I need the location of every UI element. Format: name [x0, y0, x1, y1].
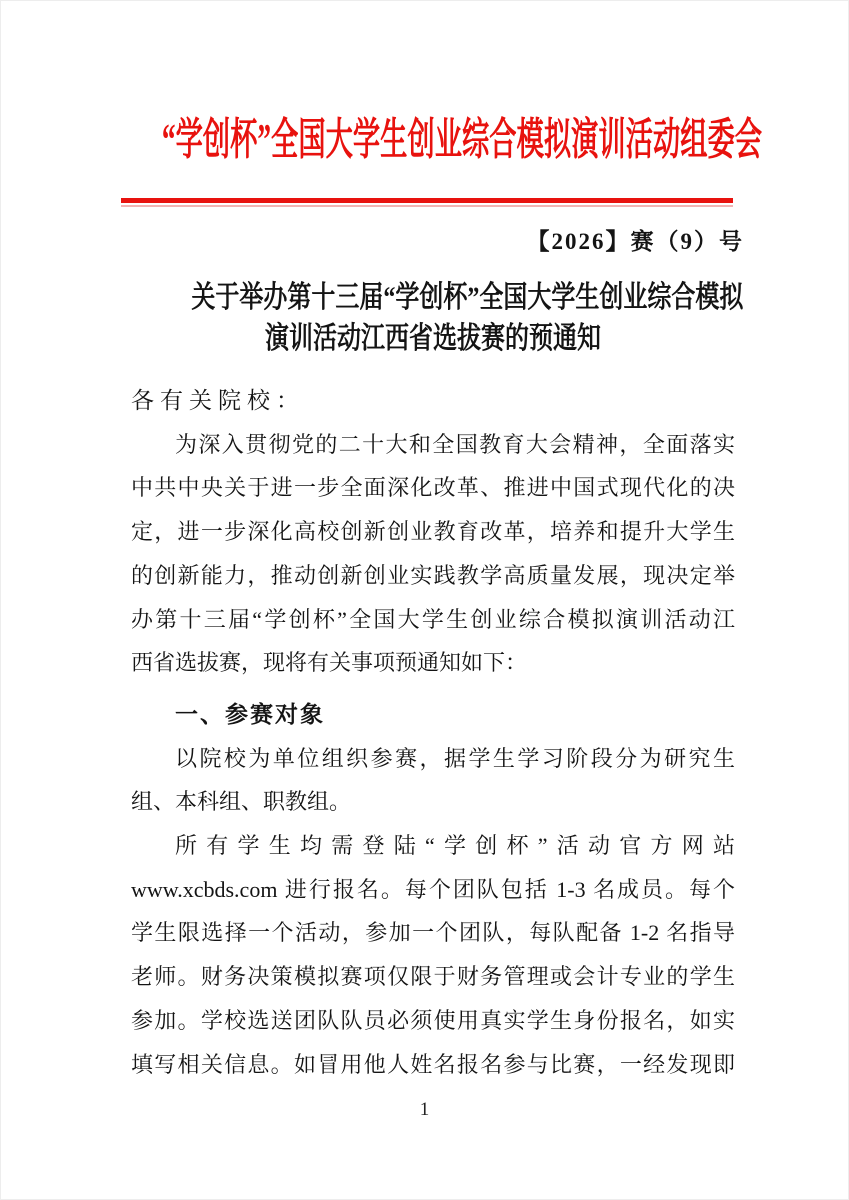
body-line: 学生限选择一个活动，参加一个团队，每队配备 1-2 名指导	[131, 920, 735, 946]
body-line: 的创新能力，推动创新创业实践教学高质量发展，现决定举	[131, 562, 735, 588]
document-title	[131, 277, 744, 359]
header-rule-thick	[121, 198, 733, 203]
document-body	[131, 379, 735, 1086]
body-line: 填写相关信息。如冒用他人姓名报名参与比赛，一经发现即	[131, 1051, 735, 1077]
section-heading: 一、参赛对象	[175, 700, 325, 727]
body-line: 定，进一步深化高校创新创业教育改革，培养和提升大学生	[131, 519, 735, 545]
body-line: 中共中央关于进一步全面深化改革、推进中国式现代化的决	[131, 475, 735, 501]
document-title-line2: 演训活动江西省选拔赛的预通知	[265, 322, 601, 355]
doc-number: 【2026】赛（9）号	[526, 229, 744, 254]
salutation: 各有关院校：	[131, 388, 305, 413]
body-line: 所有学生均需登陆“学创杯”活动官方网站	[175, 833, 735, 859]
body-line: 以院校为单位组织参赛，据学生学习阶段分为研究生	[175, 745, 735, 771]
page-number: 1	[419, 1099, 430, 1120]
body-line: 为深入贯彻党的二十大和全国教育大会精神，全面落实	[175, 431, 735, 457]
body-line: 办第十三届“学创杯”全国大学生创业综合模拟演训活动江	[131, 606, 735, 632]
body-line: 组、本科组、职教组。	[131, 789, 352, 815]
body-line: 西省选拔赛，现将有关事项预通知如下：	[131, 650, 528, 676]
body-line: 老师。财务决策模拟赛项仅限于财务管理或会计专业的学生	[131, 964, 735, 990]
body-line: www.xcbds.com 进行报名。每个团队包括 1-3 名成员。每个	[131, 876, 735, 902]
header-rule-thin	[121, 205, 733, 207]
body-line: 参加。学校选送团队队员必须使用真实学生身份报名，如实	[131, 1007, 735, 1033]
document-title-line1: 关于举办第十三届“学创杯”全国大学生创业综合模拟	[191, 281, 744, 314]
org-title: “学创杯”全国大学生创业综合模拟演训活动组委会	[161, 115, 763, 164]
